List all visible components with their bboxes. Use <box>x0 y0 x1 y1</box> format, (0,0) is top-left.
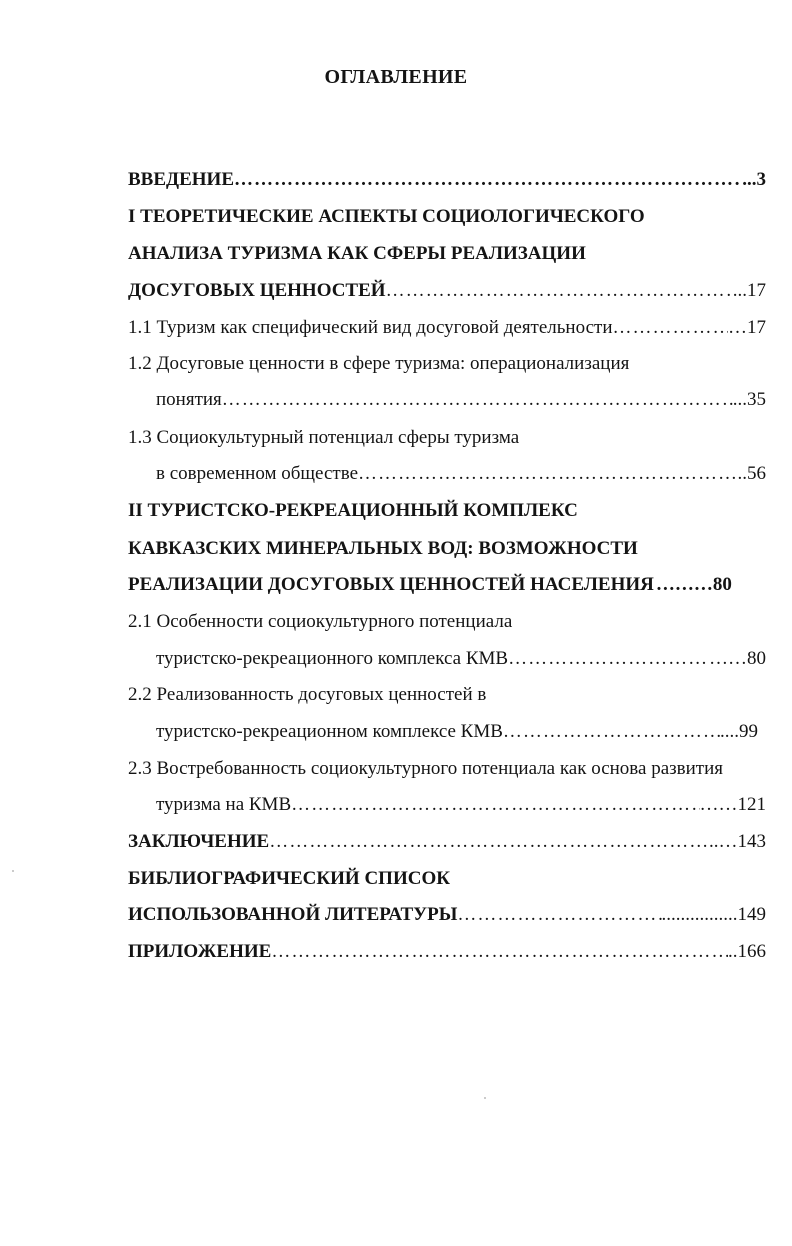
toc-page-number: ..56 <box>737 463 766 484</box>
scan-speck <box>12 870 14 872</box>
dot-leader <box>612 314 728 342</box>
toc-page-number: ...17 <box>732 280 766 301</box>
toc-page-number: ……121 <box>699 794 766 815</box>
toc-page-number: ...35 <box>732 389 766 410</box>
toc-entry-appendix[interactable] <box>128 938 766 966</box>
dot-leader <box>358 460 738 488</box>
toc-entry-chapter2-line1[interactable]: II ТУРИСТСКО-РЕКРЕАЦИОННЫЙ КОМПЛЕКС <box>128 500 578 521</box>
dot-leader <box>234 166 742 194</box>
toc-entry-section-2-2[interactable] <box>156 718 758 746</box>
toc-page-number: …17 <box>728 317 766 338</box>
toc-entry-section-1-2-line1[interactable]: 1.2 Досуговые ценности в сфере туризма: операционализация <box>128 353 630 374</box>
dot-leader <box>457 901 661 929</box>
toc-entry-chapter1[interactable] <box>128 277 766 305</box>
toc-entry-title: РЕАЛИЗАЦИИ ДОСУГОВЫХ ЦЕННОСТЕЙ НАСЕЛЕНИЯ <box>128 574 654 595</box>
toc-entry-conclusion[interactable] <box>128 828 766 856</box>
toc-entry-section-1-3-line1[interactable]: 1.3 Социокультурный потенциал сферы туризма <box>128 427 520 448</box>
toc-page-number: ……80 <box>709 648 766 669</box>
toc-entry-section-1-2[interactable] <box>156 386 766 414</box>
toc-entry-title: туристско-рекреационном комплексе КМВ <box>156 721 503 742</box>
toc-entry-section-2-2-line1[interactable]: 2.2 Реализованность досуговых ценностей в <box>128 684 487 705</box>
toc-entry-bibliography-line1[interactable]: БИБЛИОГРАФИЧЕСКИЙ СПИСОК <box>128 868 451 889</box>
page-title: ОГЛАВЛЕНИЕ <box>324 66 468 88</box>
toc-entry-title: ДОСУГОВЫХ ЦЕННОСТЕЙ <box>128 280 386 301</box>
toc-entry-section-2-1[interactable] <box>156 645 766 673</box>
dot-leader <box>291 791 699 819</box>
toc-entry-chapter2-line2[interactable]: КАВКАЗСКИХ МИНЕРАЛЬНЫХ ВОД: ВОЗМОЖНОСТИ <box>128 538 638 559</box>
toc-entry-title: ВВЕДЕНИЕ <box>128 169 234 190</box>
toc-page-number: ................149 <box>661 904 766 925</box>
dot-leader <box>503 718 720 746</box>
toc-page-number: ..…143 <box>709 831 766 852</box>
toc-page-number: ....99 <box>720 721 758 742</box>
toc-entry-title: туристско-рекреационного комплекса КМВ <box>156 648 509 669</box>
scan-speck <box>484 1097 486 1099</box>
dot-leader <box>271 938 728 966</box>
toc-entry-title: в современном обществе <box>156 463 358 484</box>
toc-entry-section-2-3-line1[interactable]: 2.3 Востребованность социокультурного потенциала как основа развития <box>128 758 723 779</box>
toc-entry-chapter1-line2[interactable]: АНАЛИЗА ТУРИЗМА КАК СФЕРЫ РЕАЛИЗАЦИИ <box>128 243 586 264</box>
toc-entry-section-2-1-line1[interactable]: 2.1 Особенности социокультурного потенциала <box>128 611 513 632</box>
toc-entry-title: ИСПОЛЬЗОВАННОЙ ЛИТЕРАТУРЫ <box>128 904 458 925</box>
dot-leader <box>222 386 733 414</box>
toc-entry-chapter1-line1[interactable]: I ТЕОРЕТИЧЕСКИЕ АСПЕКТЫ СОЦИОЛОГИЧЕСКОГО <box>128 206 645 227</box>
toc-entry-title: 1.1 Туризм как специфический вид досуговой деятельности <box>128 317 613 338</box>
toc-entry-title: понятия <box>156 389 222 410</box>
toc-entry-section-1-3[interactable] <box>156 460 766 488</box>
toc-entry-title: ЗАКЛЮЧЕНИЕ <box>128 831 270 852</box>
dot-leader <box>386 277 733 305</box>
toc-page-number: ...3 <box>742 169 766 190</box>
toc-entry-bibliography[interactable] <box>128 901 766 929</box>
toc-page-number: ..166 <box>728 941 766 962</box>
toc-page-number: ………80 <box>655 574 732 595</box>
toc-entry-chapter2[interactable] <box>128 571 766 599</box>
toc-entry-title: туризма на КМВ <box>156 794 292 815</box>
toc-entry-section-1-1[interactable] <box>128 314 766 342</box>
toc-entry-introduction[interactable] <box>128 166 766 194</box>
toc-entry-section-2-3[interactable] <box>156 791 766 819</box>
dot-leader <box>269 828 709 856</box>
toc-entry-title: ПРИЛОЖЕНИЕ <box>128 941 272 962</box>
dot-leader <box>508 645 709 673</box>
